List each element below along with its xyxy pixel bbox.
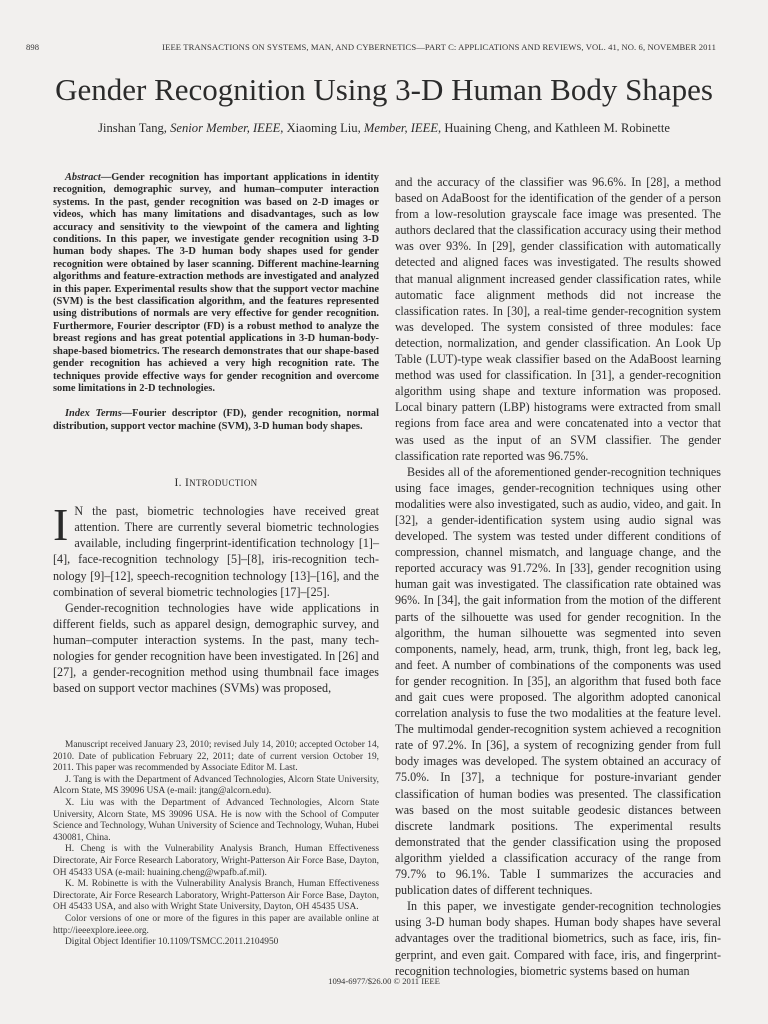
abstract-text: —Gender recognition has important applications in identity recognition, demographic survey, and human–computer interaction systems. In the past, gender recognition was based on 2-D images or videos, which has many limitations and disadvantages, such as low accuracy and sensitivity to the viewpoint of the camera and lighting conditions. In this paper, we investigate gender recognition using 3-D human body shapes. The 3-D human body shapes used for gender recognition were obtained by laser scanning. Different machine-learning algorithms and feature-extraction methods are investigated and analyzed in this paper. Experimental results show that the support vector machine (SVM) is the best classification algorithm, and the features represented using distributions of normals are very effective for gender recognition. Furthermore, Fourier descriptor (FD) is a robust method to analyze the breast regions and has great potential applications in 3-D human-body-shape-based biometrics. The research demonstrates that our shape-based gender recognition has achieved a very high recognition rate. The techniques provide effective ways for gender recognition and overcome some limitations in 2-D technologies.	[53, 172, 379, 394]
abstract-label: Abstract	[65, 172, 101, 183]
right-paragraph-1: and the accuracy of the classifier was 96.6%. In [28], a method based on AdaBoost for the identification of the gender of a person from a low-resolution grayscale face image was presented. The authors declared that the classification accuracy using their method was over 93%. In [29], gender classification with automatically detected and aligned faces was investigated. The results showed that manual alignment increased gender classification rates, while automatic face alignment methods did not increase the classification rates. In [30], a real-time gender-recognition system was developed. The system consisted of three modules: face detection, normalization, and gender classification. An Look Up Table (LUT)-type weak classifier based on the AdaBoost learning method was used for classification. In [31], a gender-recognition algorithm using shape and texture information was proposed. Local binary pattern (LBP) histograms were extracted from small regions from face area and were concatenated into a vector that was used as the input of an SVM classifier. The gender classification rate reported was 96.75%.	[395, 175, 721, 463]
right-column	[395, 174, 721, 979]
author-3-4: , Huaining Cheng, and Kathleen M. Robinette	[438, 121, 670, 135]
section-heading-introduction	[53, 477, 379, 489]
drop-cap: I	[53, 499, 69, 551]
footnote-cheng: H. Cheng is with the Vulnerability Analysis Branch, Human Effectiveness Directorate, Air Force Research Laboratory, Wright-Patterson Air Force Base, Dayton, OH 45433 USA (e-mail: huaining.cheng@wpafb.af.mil).	[53, 844, 379, 878]
intro-paragraph-2: Gender-recognition technologies have wide applications in different fields, such as apparel design, demographic survey, and human–computer interaction systems. In the past, many technologies for gender recognition have been investigated. In [26] and [27], a gender-recognition method using thumbnail face images based on support vector machines (SVMs) was proposed,	[53, 600, 379, 696]
footnotes	[53, 740, 379, 949]
section-numeral: I.	[174, 477, 186, 490]
section-title-first-letter: I	[185, 477, 190, 490]
journal-header: IEEE TRANSACTIONS ON SYSTEMS, MAN, AND CYBERNETICS—PART C: APPLICATIONS AND REVIEWS, VOL. 41, NO. 6, NOVEMBER 2011	[162, 42, 716, 52]
footnote-tang: J. Tang is with the Department of Advanced Technologies, Alcorn State University, Alcorn State, MS 39096 USA (e-mail: jtang@alcorn.edu).	[53, 774, 379, 797]
left-column	[53, 172, 379, 696]
author-1-role: Senior Member, IEEE	[170, 121, 281, 135]
footnote-color-versions: Color versions of one or more of the figures in this paper are available online at http://ieeexplore.ieee.org.	[53, 913, 379, 936]
intro-paragraph-1	[53, 499, 379, 600]
index-terms-text: —Fourier descriptor (FD), gender recognition, normal distribution, support vector machine (SVM), 3-D human body shapes.	[53, 408, 379, 432]
page-number: 898	[26, 42, 40, 52]
footnote-manuscript: Manuscript received January 23, 2010; revised July 14, 2010; accepted October 14, 2010. Date of publication February 22, 2011; date of current version October 19, 2011. This paper was recommended by Associate Editor M. Last.	[53, 740, 379, 774]
index-terms-label: Index Terms	[65, 408, 122, 420]
paper-title: Gender Recognition Using 3-D Human Body Shapes	[55, 72, 713, 107]
abstract	[53, 172, 379, 395]
index-terms	[53, 408, 379, 433]
author-line	[0, 121, 768, 136]
footnote-doi: Digital Object Identifier 10.1109/TSMCC.2011.2104950	[65, 937, 279, 948]
author-2: , Xiaoming Liu,	[280, 121, 364, 135]
author-2-role: Member, IEEE	[363, 121, 439, 135]
footnote-liu: X. Liu was with the Department of Advanced Technologies, Alcorn State University, Alcorn State, MS 39096 USA. He is now with the School of Computer Science and Technology, Wuhan University of Science and Technology, Wuhan, Hubei 430081, China.	[53, 797, 379, 843]
intro-paragraph-1-text: N the past, biometric technologies have received great attention. There are currently several biometric technologies available, including fingerprint-identification technology [1]–[4], face-recognition technology [5]–[8], iris-recognition technology [9]–[12], speech-recognition technology [13]–[16], and the combination of several biometric technologies [17]–[25].	[53, 504, 379, 599]
right-paragraph-2: Besides all of the aforementioned gender-recognition techniques using face images, gender-recognition techniques using other modalities were also investigated, such as audio, video, and gait. In [32], a gender-identification system using audio signal was developed. The system was tested under different conditions of compression, channel mismatch, and language change, and the reported accuracy was 91.72%. In [33], gender recognition using human gait was investigated. The classification rate obtained was 96%. In [34], the gait information from the motion of the different parts of the silhouette was used for gender recognition. In the algorithm, the human silhouette was segmented into seven components, namely, head, arm, trunk, thigh, front leg, back leg, and feet. A number of combinations of the components was used for gender recognition. In [35], an algorithm that fused both face and gait cues were proposed. The algorithm adopted canonical correlation analysis to fuse the two modalities at the feature level. The multimodal gender-recognition system achieved a recognition rate of 97.2%. In [36], a system of recognizing gender from full body images was developed. The system obtained an accuracy of 75.0%. In [37], a technique for posture-invariant gender classification of human bodies was presented. The classification was based on the most suitable geodesic distances between discrete landmark positions. The experimental results demonstrated that the gender classification using the proposed algorithm yielded a classification accuracy of the range from 79.7% to 96.1%. Table I summarizes the accuracies and publication dates of different techniques.	[395, 464, 721, 898]
section-title-rest: NTRODUCTION	[189, 478, 258, 489]
copyright-line: 1094-6977/$26.00 © 2011 IEEE	[328, 976, 440, 986]
footnote-robinette: K. M. Robinette is with the Vulnerability Analysis Branch, Human Effectiveness Directorate, Air Force Research Laboratory, Wright-Patterson Air Force Base, Dayton, OH 45433 USA, and also with Wright State University, Dayton, OH 45435 USA.	[53, 879, 379, 913]
right-paragraph-3: In this paper, we investigate gender-recognition technologies using 3-D human body shapes. Human body shapes have several advantages over the traditional biometrics, such as face, iris, fingerprint, and even gait. Compared with face, iris, and fingerprint-recognition technologies, biometric systems based on human	[395, 899, 721, 978]
author-1: Jinshan Tang,	[98, 121, 171, 135]
